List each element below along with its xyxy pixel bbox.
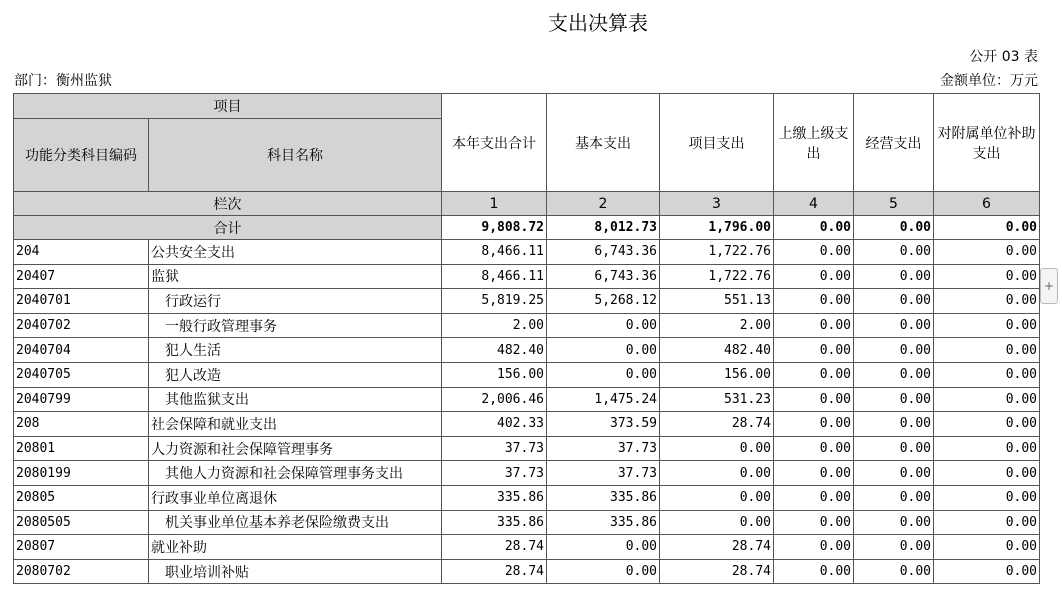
row-code: 208 xyxy=(14,412,149,437)
row-value: 0.00 xyxy=(774,535,854,560)
row-value: 402.33 xyxy=(442,412,547,437)
row-value: 0.00 xyxy=(934,461,1040,486)
row-code: 20801 xyxy=(14,436,149,461)
row-name: 职业培训补贴 xyxy=(149,559,442,584)
row-value: 2.00 xyxy=(442,313,547,338)
row-value: 0.00 xyxy=(774,485,854,510)
col-index: 6 xyxy=(934,192,1040,216)
row-value: 0.00 xyxy=(854,338,934,363)
row-name: 就业补助 xyxy=(149,535,442,560)
row-value: 531.23 xyxy=(660,387,774,412)
row-value: 0.00 xyxy=(854,436,934,461)
row-value: 0.00 xyxy=(854,461,934,486)
row-name: 其他监狱支出 xyxy=(149,387,442,412)
row-value: 0.00 xyxy=(934,338,1040,363)
col-index: 1 xyxy=(442,192,547,216)
row-value: 0.00 xyxy=(547,535,660,560)
page-title: 支出决算表 xyxy=(548,11,648,35)
table-row xyxy=(14,436,1040,461)
row-value: 0.00 xyxy=(774,338,854,363)
row-value: 0.00 xyxy=(854,387,934,412)
total-label: 合计 xyxy=(14,216,442,240)
table-row xyxy=(14,338,1040,363)
header-col-operating: 经营支出 xyxy=(854,94,934,192)
row-value: 0.00 xyxy=(774,436,854,461)
row-value: 482.40 xyxy=(660,338,774,363)
row-value: 0.00 xyxy=(774,289,854,314)
expenditure-table xyxy=(13,93,1040,584)
row-value: 551.13 xyxy=(660,289,774,314)
row-value: 0.00 xyxy=(774,313,854,338)
department-label: 部门：衡州监狱 xyxy=(14,73,112,89)
total-value: 0.00 xyxy=(934,216,1040,240)
row-value: 156.00 xyxy=(660,362,774,387)
table-row xyxy=(14,485,1040,510)
row-value: 0.00 xyxy=(934,412,1040,437)
row-value: 28.74 xyxy=(442,559,547,584)
total-value: 8,012.73 xyxy=(547,216,660,240)
row-value: 0.00 xyxy=(660,436,774,461)
row-value: 0.00 xyxy=(854,412,934,437)
row-value: 0.00 xyxy=(547,338,660,363)
header-col-project: 项目支出 xyxy=(660,94,774,192)
header-name: 科目名称 xyxy=(149,119,442,192)
row-code: 20407 xyxy=(14,264,149,289)
row-value: 0.00 xyxy=(774,264,854,289)
row-value: 0.00 xyxy=(934,510,1040,535)
row-value: 28.74 xyxy=(660,559,774,584)
expand-button[interactable]: + xyxy=(1040,268,1058,304)
table-row xyxy=(14,535,1040,560)
row-code: 2040705 xyxy=(14,362,149,387)
row-value: 0.00 xyxy=(774,510,854,535)
row-value: 0.00 xyxy=(934,387,1040,412)
row-code: 2040799 xyxy=(14,387,149,412)
total-value: 9,808.72 xyxy=(442,216,547,240)
row-value: 2,006.46 xyxy=(442,387,547,412)
row-value: 8,466.11 xyxy=(442,264,547,289)
row-value: 156.00 xyxy=(442,362,547,387)
row-value: 8,466.11 xyxy=(442,240,547,265)
row-value: 0.00 xyxy=(934,264,1040,289)
table-row xyxy=(14,387,1040,412)
row-value: 0.00 xyxy=(934,436,1040,461)
row-name: 犯人改造 xyxy=(149,362,442,387)
header-col-total: 本年支出合计 xyxy=(442,94,547,192)
row-value: 0.00 xyxy=(547,313,660,338)
row-value: 1,475.24 xyxy=(547,387,660,412)
total-value: 1,796.00 xyxy=(660,216,774,240)
total-value: 0.00 xyxy=(854,216,934,240)
row-value: 0.00 xyxy=(934,313,1040,338)
row-value: 0.00 xyxy=(934,240,1040,265)
row-value: 0.00 xyxy=(934,485,1040,510)
row-value: 0.00 xyxy=(774,559,854,584)
row-value: 1,722.76 xyxy=(660,240,774,265)
table-row xyxy=(14,461,1040,486)
total-row xyxy=(14,216,1040,240)
row-value: 0.00 xyxy=(854,559,934,584)
row-code: 2040701 xyxy=(14,289,149,314)
row-value: 5,268.12 xyxy=(547,289,660,314)
table-row xyxy=(14,264,1040,289)
row-value: 335.86 xyxy=(442,485,547,510)
header-code: 功能分类科目编码 xyxy=(14,119,149,192)
row-code: 20805 xyxy=(14,485,149,510)
row-name: 行政运行 xyxy=(149,289,442,314)
col-index: 5 xyxy=(854,192,934,216)
row-name: 公共安全支出 xyxy=(149,240,442,265)
row-value: 5,819.25 xyxy=(442,289,547,314)
row-value: 28.74 xyxy=(660,535,774,560)
row-value: 0.00 xyxy=(774,461,854,486)
row-value: 0.00 xyxy=(934,362,1040,387)
row-value: 0.00 xyxy=(660,461,774,486)
row-code: 2080702 xyxy=(14,559,149,584)
row-name: 一般行政管理事务 xyxy=(149,313,442,338)
row-value: 0.00 xyxy=(934,535,1040,560)
row-value: 0.00 xyxy=(854,485,934,510)
total-value: 0.00 xyxy=(774,216,854,240)
row-value: 6,743.36 xyxy=(547,264,660,289)
row-value: 2.00 xyxy=(660,313,774,338)
row-code: 2080505 xyxy=(14,510,149,535)
table-row xyxy=(14,559,1040,584)
row-value: 0.00 xyxy=(854,510,934,535)
row-value: 0.00 xyxy=(547,362,660,387)
row-value: 28.74 xyxy=(660,412,774,437)
row-value: 0.00 xyxy=(854,289,934,314)
row-value: 373.59 xyxy=(547,412,660,437)
table-row xyxy=(14,240,1040,265)
col-index: 2 xyxy=(547,192,660,216)
row-name: 犯人生活 xyxy=(149,338,442,363)
row-code: 2040704 xyxy=(14,338,149,363)
form-number: 公开 03 表 xyxy=(969,49,1038,65)
row-value: 0.00 xyxy=(660,485,774,510)
row-value: 0.00 xyxy=(774,240,854,265)
row-code: 2080199 xyxy=(14,461,149,486)
row-value: 0.00 xyxy=(854,535,934,560)
table-row xyxy=(14,289,1040,314)
table-row xyxy=(14,313,1040,338)
col-index: 4 xyxy=(774,192,854,216)
row-value: 335.86 xyxy=(442,510,547,535)
header-item: 项目 xyxy=(14,94,442,119)
row-value: 335.86 xyxy=(547,510,660,535)
table-row xyxy=(14,412,1040,437)
row-code: 204 xyxy=(14,240,149,265)
row-value: 37.73 xyxy=(547,436,660,461)
row-value: 0.00 xyxy=(934,289,1040,314)
row-value: 0.00 xyxy=(854,313,934,338)
row-value: 0.00 xyxy=(774,362,854,387)
row-name: 人力资源和社会保障管理事务 xyxy=(149,436,442,461)
row-value: 0.00 xyxy=(934,559,1040,584)
row-value: 37.73 xyxy=(442,436,547,461)
row-value: 37.73 xyxy=(547,461,660,486)
row-value: 28.74 xyxy=(442,535,547,560)
row-value: 0.00 xyxy=(774,387,854,412)
row-value: 482.40 xyxy=(442,338,547,363)
row-value: 1,722.76 xyxy=(660,264,774,289)
row-code: 20807 xyxy=(14,535,149,560)
row-name: 机关事业单位基本养老保险缴费支出 xyxy=(149,510,442,535)
header-row-index: 栏次 xyxy=(14,192,442,216)
table-row xyxy=(14,362,1040,387)
amount-unit-label: 金额单位：万元 xyxy=(940,73,1038,89)
header-col-subsidy: 对附属单位补助支出 xyxy=(934,94,1040,192)
row-name: 行政事业单位离退休 xyxy=(149,485,442,510)
header-col-basic: 基本支出 xyxy=(547,94,660,192)
row-value: 335.86 xyxy=(547,485,660,510)
row-value: 0.00 xyxy=(547,559,660,584)
table-row xyxy=(14,510,1040,535)
row-value: 37.73 xyxy=(442,461,547,486)
row-value: 0.00 xyxy=(854,240,934,265)
row-code: 2040702 xyxy=(14,313,149,338)
row-name: 监狱 xyxy=(149,264,442,289)
row-value: 0.00 xyxy=(854,362,934,387)
row-value: 6,743.36 xyxy=(547,240,660,265)
row-value: 0.00 xyxy=(854,264,934,289)
row-name: 其他人力资源和社会保障管理事务支出 xyxy=(149,461,442,486)
header-col-remit: 上缴上级支出 xyxy=(774,94,854,192)
row-value: 0.00 xyxy=(774,412,854,437)
row-value: 0.00 xyxy=(660,510,774,535)
row-name: 社会保障和就业支出 xyxy=(149,412,442,437)
col-index: 3 xyxy=(660,192,774,216)
